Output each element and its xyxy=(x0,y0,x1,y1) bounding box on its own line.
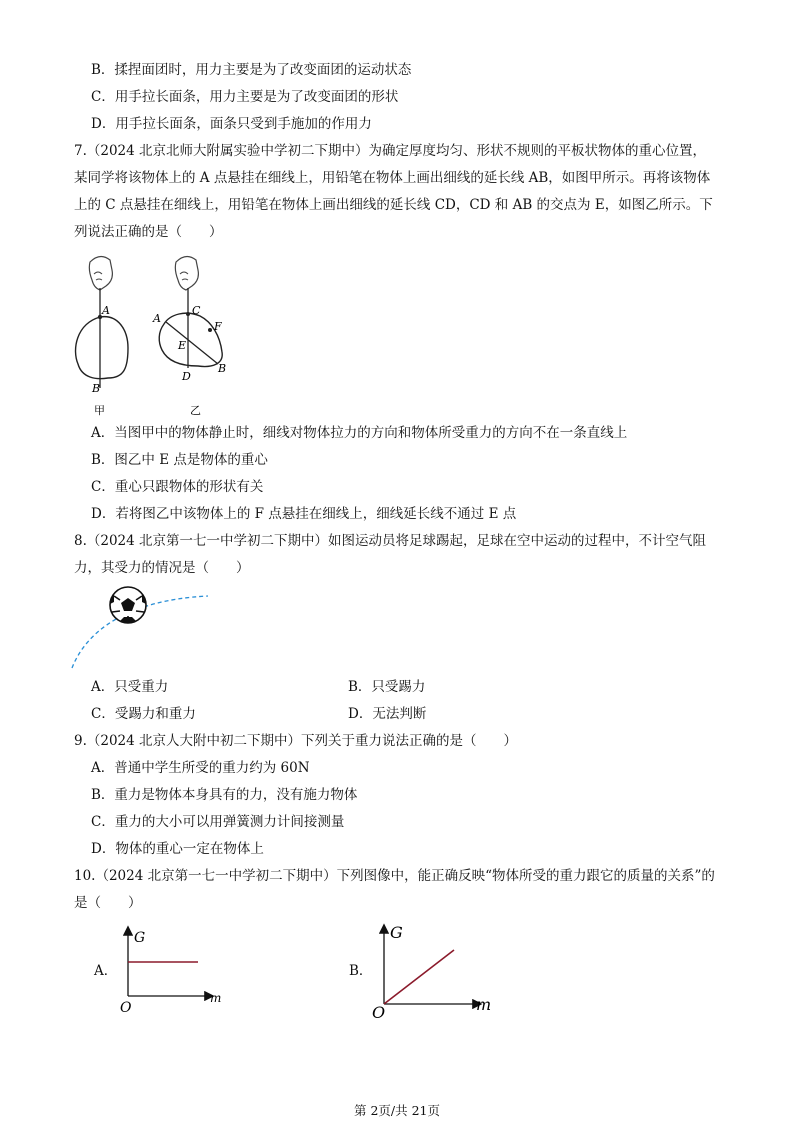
q7-option-a: A．当图甲中的物体静止时，细线对物体拉力的方向和物体所受重力的方向不在一条直线上 xyxy=(91,425,628,441)
q9-option-a: A．普通中学生所受的重力约为 60N xyxy=(91,760,310,776)
fig-yi-point-e: E xyxy=(178,339,187,352)
q9-stem: 9.（2024 北京人大附中初二下期中）下列关于重力说法正确的是（ ） xyxy=(74,733,518,749)
page-footer: 第 2页/共 21页 xyxy=(353,1103,441,1118)
graph-b xyxy=(368,918,500,1022)
q8-stem-line1: 8.（2024 北京第一七一中学初二下期中）如图运动员将足球踢起，足球在空中运动的过程中，不计空气阻 xyxy=(74,533,707,549)
q10-option-b-label: B． xyxy=(349,963,373,979)
q8-option-c: C．受踢力和重力 xyxy=(91,706,196,722)
soccer-ball-icon xyxy=(110,587,146,623)
fig-jia-point-a: A xyxy=(102,304,110,317)
graph-b-data-line xyxy=(384,950,454,1004)
fig-yi-point-c: C xyxy=(192,304,201,317)
q9-option-d: D．物体的重心一定在物体上 xyxy=(91,841,264,857)
q7-stem-line3: 上的 C 点悬挂在细线上，用铅笔在物体上画出细线的延长线 CD，CD 和 AB 的交点为 E，如图乙所示。下 xyxy=(74,197,713,213)
graph-b-x-label: m xyxy=(476,995,492,1014)
graph-b-y-label: G xyxy=(390,923,403,942)
fig-jia-point-b: B xyxy=(92,382,101,395)
q7-stem-line2: 某同学将该物体上的 A 点悬挂在细线上，用铅笔在物体上画出细线的延长线 AB，如图甲所示。再将该物体 xyxy=(74,170,711,186)
figure-jia xyxy=(66,252,146,422)
hand-icon xyxy=(89,256,112,290)
graph-a-x-label: m xyxy=(210,991,222,1005)
graph-a-origin: O xyxy=(120,1000,132,1016)
q8-stem-line2: 力，其受力的情况是（ ） xyxy=(74,560,250,576)
fig-yi-label: 乙 xyxy=(190,404,201,417)
q8-option-a: A．只受重力 xyxy=(91,679,169,695)
q9-option-c: C．重力的大小可以用弹簧测力计间接测量 xyxy=(91,814,345,830)
fig-yi-point-b: B xyxy=(218,362,227,375)
q7-stem-line4: 列说法正确的是（ ） xyxy=(74,224,223,240)
graph-b-origin: O xyxy=(372,1003,386,1022)
graph-a xyxy=(112,920,224,1018)
q6-option-b: B．揉捏面团时，用力主要是为了改变面团的运动状态 xyxy=(91,62,412,78)
fig-yi-point-a: A xyxy=(153,312,161,325)
q9-option-b: B．重力是物体本身具有的力，没有施力物体 xyxy=(91,787,358,803)
fig-yi-point-f: F xyxy=(214,320,222,333)
q10-stem-line1: 10.（2024 北京第一七一中学初二下期中）下列图像中，能正确反映“物体所受的重力跟它的质量的关系”的 xyxy=(74,868,715,884)
graph-a-y-label: G xyxy=(134,930,146,946)
q10-stem-line2: 是（ ） xyxy=(74,895,142,911)
fig-jia-label: 甲 xyxy=(94,404,105,417)
q6-option-d: D．用手拉长面条，面条只受到手施加的作用力 xyxy=(91,116,372,132)
figure-yi xyxy=(150,252,240,422)
q8-option-b: B．只受踢力 xyxy=(348,679,426,695)
q10-option-a-label: A． xyxy=(94,963,118,979)
q7-option-d: D．若将图乙中该物体上的 F 点悬挂在细线上，细线延长线不通过 E 点 xyxy=(91,506,517,522)
q7-option-c: C．重心只跟物体的形状有关 xyxy=(91,479,264,495)
q6-option-c: C．用手拉长面条，用力主要是为了改变面团的形状 xyxy=(91,89,399,105)
q7-option-b: B．图乙中 E 点是物体的重心 xyxy=(91,452,268,468)
q8-option-d: D．无法判断 xyxy=(348,706,427,722)
q7-stem-line1: 7.（2024 北京北师大附属实验中学初二下期中）为确定厚度均匀、形状不规则的平板状物体的重心位置， xyxy=(74,143,707,159)
hand-icon xyxy=(175,256,198,290)
soccer-figure xyxy=(66,584,216,672)
fig-yi-point-d: D xyxy=(182,370,191,383)
